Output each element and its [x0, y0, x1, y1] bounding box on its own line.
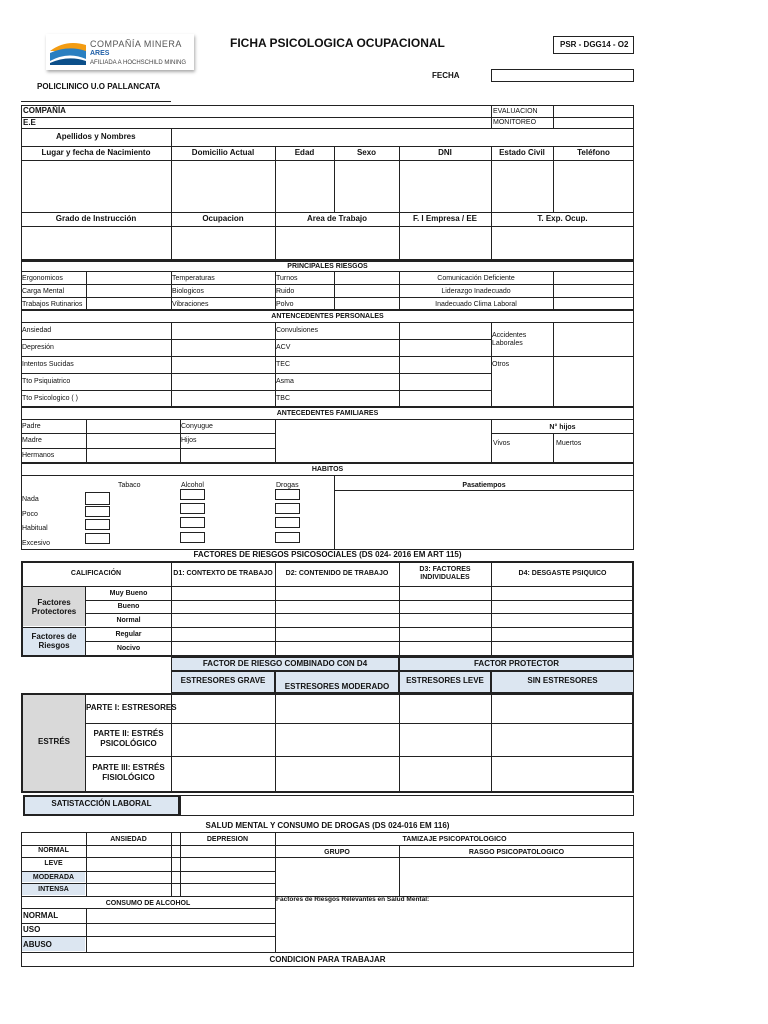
- ident-header-telefono: Teléfono: [577, 148, 610, 157]
- d1-header: D1: CONTEXTO DE TRABAJO: [173, 570, 273, 577]
- salud-nivel-moderada: MODERADA: [32, 874, 75, 881]
- ee-label: E.E: [23, 118, 36, 127]
- ident-header-area: Area de Trabajo: [306, 214, 368, 223]
- riesgos-title: PRINCIPALES RIESGOS: [287, 263, 368, 270]
- riesgo-carga-mental: Carga Mental: [22, 288, 65, 295]
- salud-nivel-intensa: INTENSA: [38, 886, 69, 893]
- drogas-habitual-checkbox[interactable]: [275, 517, 300, 528]
- personal-acv: ACV: [276, 344, 291, 351]
- familiar-n-hijos: N° hijos: [549, 424, 576, 431]
- personal-otros: Otros: [492, 361, 510, 368]
- clinic-field[interactable]: [21, 92, 171, 102]
- riesgo-clima: Inadecuado Clima Laboral: [435, 301, 517, 308]
- ident-header-lugar: Lugar y fecha de Nacimiento: [41, 148, 151, 157]
- tabaco-nada-checkbox[interactable]: [85, 492, 110, 505]
- pasatiempos-label: Pasatiempos: [462, 482, 506, 489]
- riesgo-trabajos: Trabajos Rutinarios: [22, 301, 83, 308]
- riesgo-vibraciones: Vibraciones: [172, 301, 209, 308]
- alcohol-poco-checkbox[interactable]: [180, 503, 205, 514]
- form-code: PSR - DGG14 - O2: [560, 40, 629, 49]
- monitoreo-label: MONITOREO: [493, 119, 537, 126]
- habito-habitual: Habitual: [22, 525, 48, 532]
- habitos-section: [21, 463, 634, 550]
- habitos-title: HABITOS: [311, 466, 344, 473]
- nivel-muy-bueno: Muy Bueno: [109, 590, 148, 597]
- personal-depresion: Depresión: [22, 344, 54, 351]
- riesgo-biologicos: Biologicos: [172, 288, 204, 295]
- fecha-label: FECHA: [432, 71, 460, 80]
- familiar-vivos: Vivos: [493, 440, 510, 447]
- logo-name-text: ARES: [90, 50, 110, 57]
- d2-header: D2: CONTENIDO DE TRABAJO: [285, 570, 389, 577]
- grave-label: ESTRESORES GRAVE: [180, 676, 266, 685]
- page-title: FICHA PSICOLOGICA OCUPACIONAL: [230, 36, 445, 50]
- riesgos-label: Factores de Riesgos: [31, 632, 77, 650]
- ident-header-fi: F. I Empresa / EE: [412, 214, 478, 223]
- personales-title: ANTENCEDENTES PERSONALES: [271, 313, 384, 320]
- calificacion-header: CALIFICACIÓN: [70, 570, 122, 577]
- parte3-label: PARTE III: ESTRÉS FISIOLÓGICO: [92, 763, 165, 782]
- salud-nivel-leve: LEVE: [44, 860, 63, 867]
- depresion-header: DEPRESION: [206, 836, 249, 843]
- habito-poco: Poco: [22, 511, 38, 518]
- personal-tec: TEC: [276, 361, 290, 368]
- alcohol-uso: USO: [23, 925, 41, 934]
- personal-convulsiones: Convulsiones: [276, 327, 319, 334]
- riesgo-polvo: Polvo: [276, 301, 294, 308]
- drogas-poco-checkbox[interactable]: [275, 503, 300, 514]
- familiar-muertos: Muertos: [556, 440, 582, 447]
- ident-header-domicilio: Domicilio Actual: [191, 148, 255, 157]
- salud-title: SALUD MENTAL Y CONSUMO DE DROGAS (DS 024-016 EM 116): [205, 821, 450, 830]
- nivel-bueno: Bueno: [117, 603, 140, 610]
- logo-tagline-text: AFILIADA A HOCHSCHILD MINING: [90, 60, 187, 66]
- condicion-label: CONDICION PARA TRABAJAR: [269, 955, 386, 964]
- compania-label: COMPAÑÍA: [23, 106, 66, 115]
- personales-section: [21, 310, 634, 407]
- riesgo-liderazgo: Liderazgo Inadecuado: [441, 288, 511, 295]
- psicosociales-title: FACTORES DE RIESGOS PSICOSOCIALES (DS 024- 2016 EM ART 115): [193, 550, 462, 559]
- riesgo-ergonomicos: Ergonomicos: [22, 275, 63, 282]
- habito-drogas: Drogas: [276, 482, 299, 489]
- clinic-name: POLICLINICO U.O PALLANCATA: [37, 82, 161, 91]
- tabaco-habitual-checkbox[interactable]: [85, 519, 110, 530]
- d3-header: D3: FACTORES INDIVIDUALES: [419, 566, 471, 581]
- familiar-hermanos: Hermanos: [22, 452, 55, 459]
- habito-alcohol: Alcohol: [181, 482, 204, 489]
- ident-header-texp: T. Exp. Ocup.: [537, 214, 588, 223]
- riesgo-temperaturas: Temperaturas: [172, 275, 215, 282]
- evaluacion-label: EVALUACION: [493, 108, 538, 115]
- familiar-conyugue: Conyugue: [181, 423, 213, 430]
- alcohol-habitual-checkbox[interactable]: [180, 517, 205, 528]
- logo-company-text: COMPAÑÍA MINERA: [90, 39, 182, 49]
- tamizaje-header: TAMIZAJE PSICOPATOLOGICO: [402, 836, 507, 843]
- parte1-label: PARTE I: ESTRESORES: [86, 703, 177, 712]
- personal-tto-psiquiatrico: Tto Psiquiatrico: [22, 378, 71, 385]
- parte2-label: PARTE II: ESTRÉS PSICOLÓGICO: [93, 729, 164, 748]
- tabaco-excesivo-checkbox[interactable]: [85, 533, 110, 544]
- nivel-regular: Regular: [115, 631, 142, 638]
- alcohol-nada-checkbox[interactable]: [180, 489, 205, 500]
- d4-header: D4: DESGASTE PSIQUICO: [518, 570, 607, 577]
- habito-tabaco: Tabaco: [118, 482, 141, 489]
- ident-header-dni: DNI: [438, 148, 452, 157]
- familiar-madre: Madre: [22, 437, 42, 444]
- company-logo: [46, 34, 194, 70]
- logo-mark-icon: [48, 37, 88, 67]
- moderado-label: ESTRESORES MODERADO: [284, 682, 390, 691]
- estres-label: ESTRÉS: [37, 737, 70, 746]
- personal-accidentes: Accidentes Laborales: [492, 332, 527, 347]
- protectores-label: Factores Protectores: [31, 598, 77, 616]
- nivel-normal: Normal: [116, 617, 141, 624]
- drogas-excesivo-checkbox[interactable]: [275, 532, 300, 543]
- ansiedad-header: ANSIEDAD: [110, 836, 147, 843]
- familiar-padre: Padre: [22, 423, 41, 430]
- satisfaccion-field[interactable]: [180, 795, 634, 816]
- alcohol-excesivo-checkbox[interactable]: [180, 532, 205, 543]
- personal-intentos: Intentos Sucidas: [22, 361, 74, 368]
- sin-label: SIN ESTRESORES: [527, 676, 598, 685]
- riesgo-ruido: Ruido: [276, 288, 295, 295]
- personal-asma: Asma: [276, 378, 294, 385]
- nivel-nocivo: Nocivo: [116, 645, 141, 652]
- ident-header-grado: Grado de Instrucción: [55, 214, 137, 223]
- ident-header-ocupacion: Ocupacion: [202, 214, 244, 223]
- habito-nada: Nada: [22, 496, 39, 503]
- ident-header-edad: Edad: [294, 148, 315, 157]
- drogas-nada-checkbox[interactable]: [275, 489, 300, 500]
- ident-header-estado: Estado Civil: [499, 148, 545, 157]
- familiar-hijos: Hijos: [181, 437, 197, 444]
- tabaco-poco-checkbox[interactable]: [85, 506, 110, 517]
- ident-header-sexo: Sexo: [356, 148, 377, 157]
- alcohol-abuso: ABUSO: [23, 940, 52, 949]
- protector-title: FACTOR PROTECTOR: [473, 659, 560, 668]
- leve-label: ESTRESORES LEVE: [406, 676, 484, 685]
- combinado-title: FACTOR DE RIESGO COMBINADO CON D4: [202, 659, 368, 668]
- fecha-field[interactable]: [491, 69, 634, 82]
- grupo-header: GRUPO: [324, 849, 350, 856]
- riesgo-comunicacion: Comunicación Deficiente: [437, 275, 515, 282]
- satisfaccion-label: SATISTACCIÓN LABORAL: [51, 799, 152, 808]
- apellidos-label: Apellidos y Nombres: [56, 132, 136, 141]
- factores-relevantes-label: Factores de Riesgos Relevantes en Salud Mental:: [276, 896, 430, 903]
- personal-tto-psicologico: Tto Psicologico ( ): [22, 395, 79, 402]
- alcohol-normal: NORMAL: [23, 911, 59, 920]
- personal-tbc: TBC: [276, 395, 290, 402]
- consumo-alcohol-header: CONSUMO DE ALCOHOL: [105, 900, 191, 907]
- rasgo-header: RASGO PSICOPATOLOGICO: [468, 849, 565, 856]
- familiares-title: ANTECEDENTES FAMILIARES: [276, 410, 379, 417]
- riesgo-turnos: Turnos: [276, 275, 298, 282]
- habito-excesivo: Excesivo: [22, 540, 51, 547]
- salud-nivel-normal: NORMAL: [38, 847, 69, 854]
- personal-ansiedad: Ansiedad: [22, 327, 52, 334]
